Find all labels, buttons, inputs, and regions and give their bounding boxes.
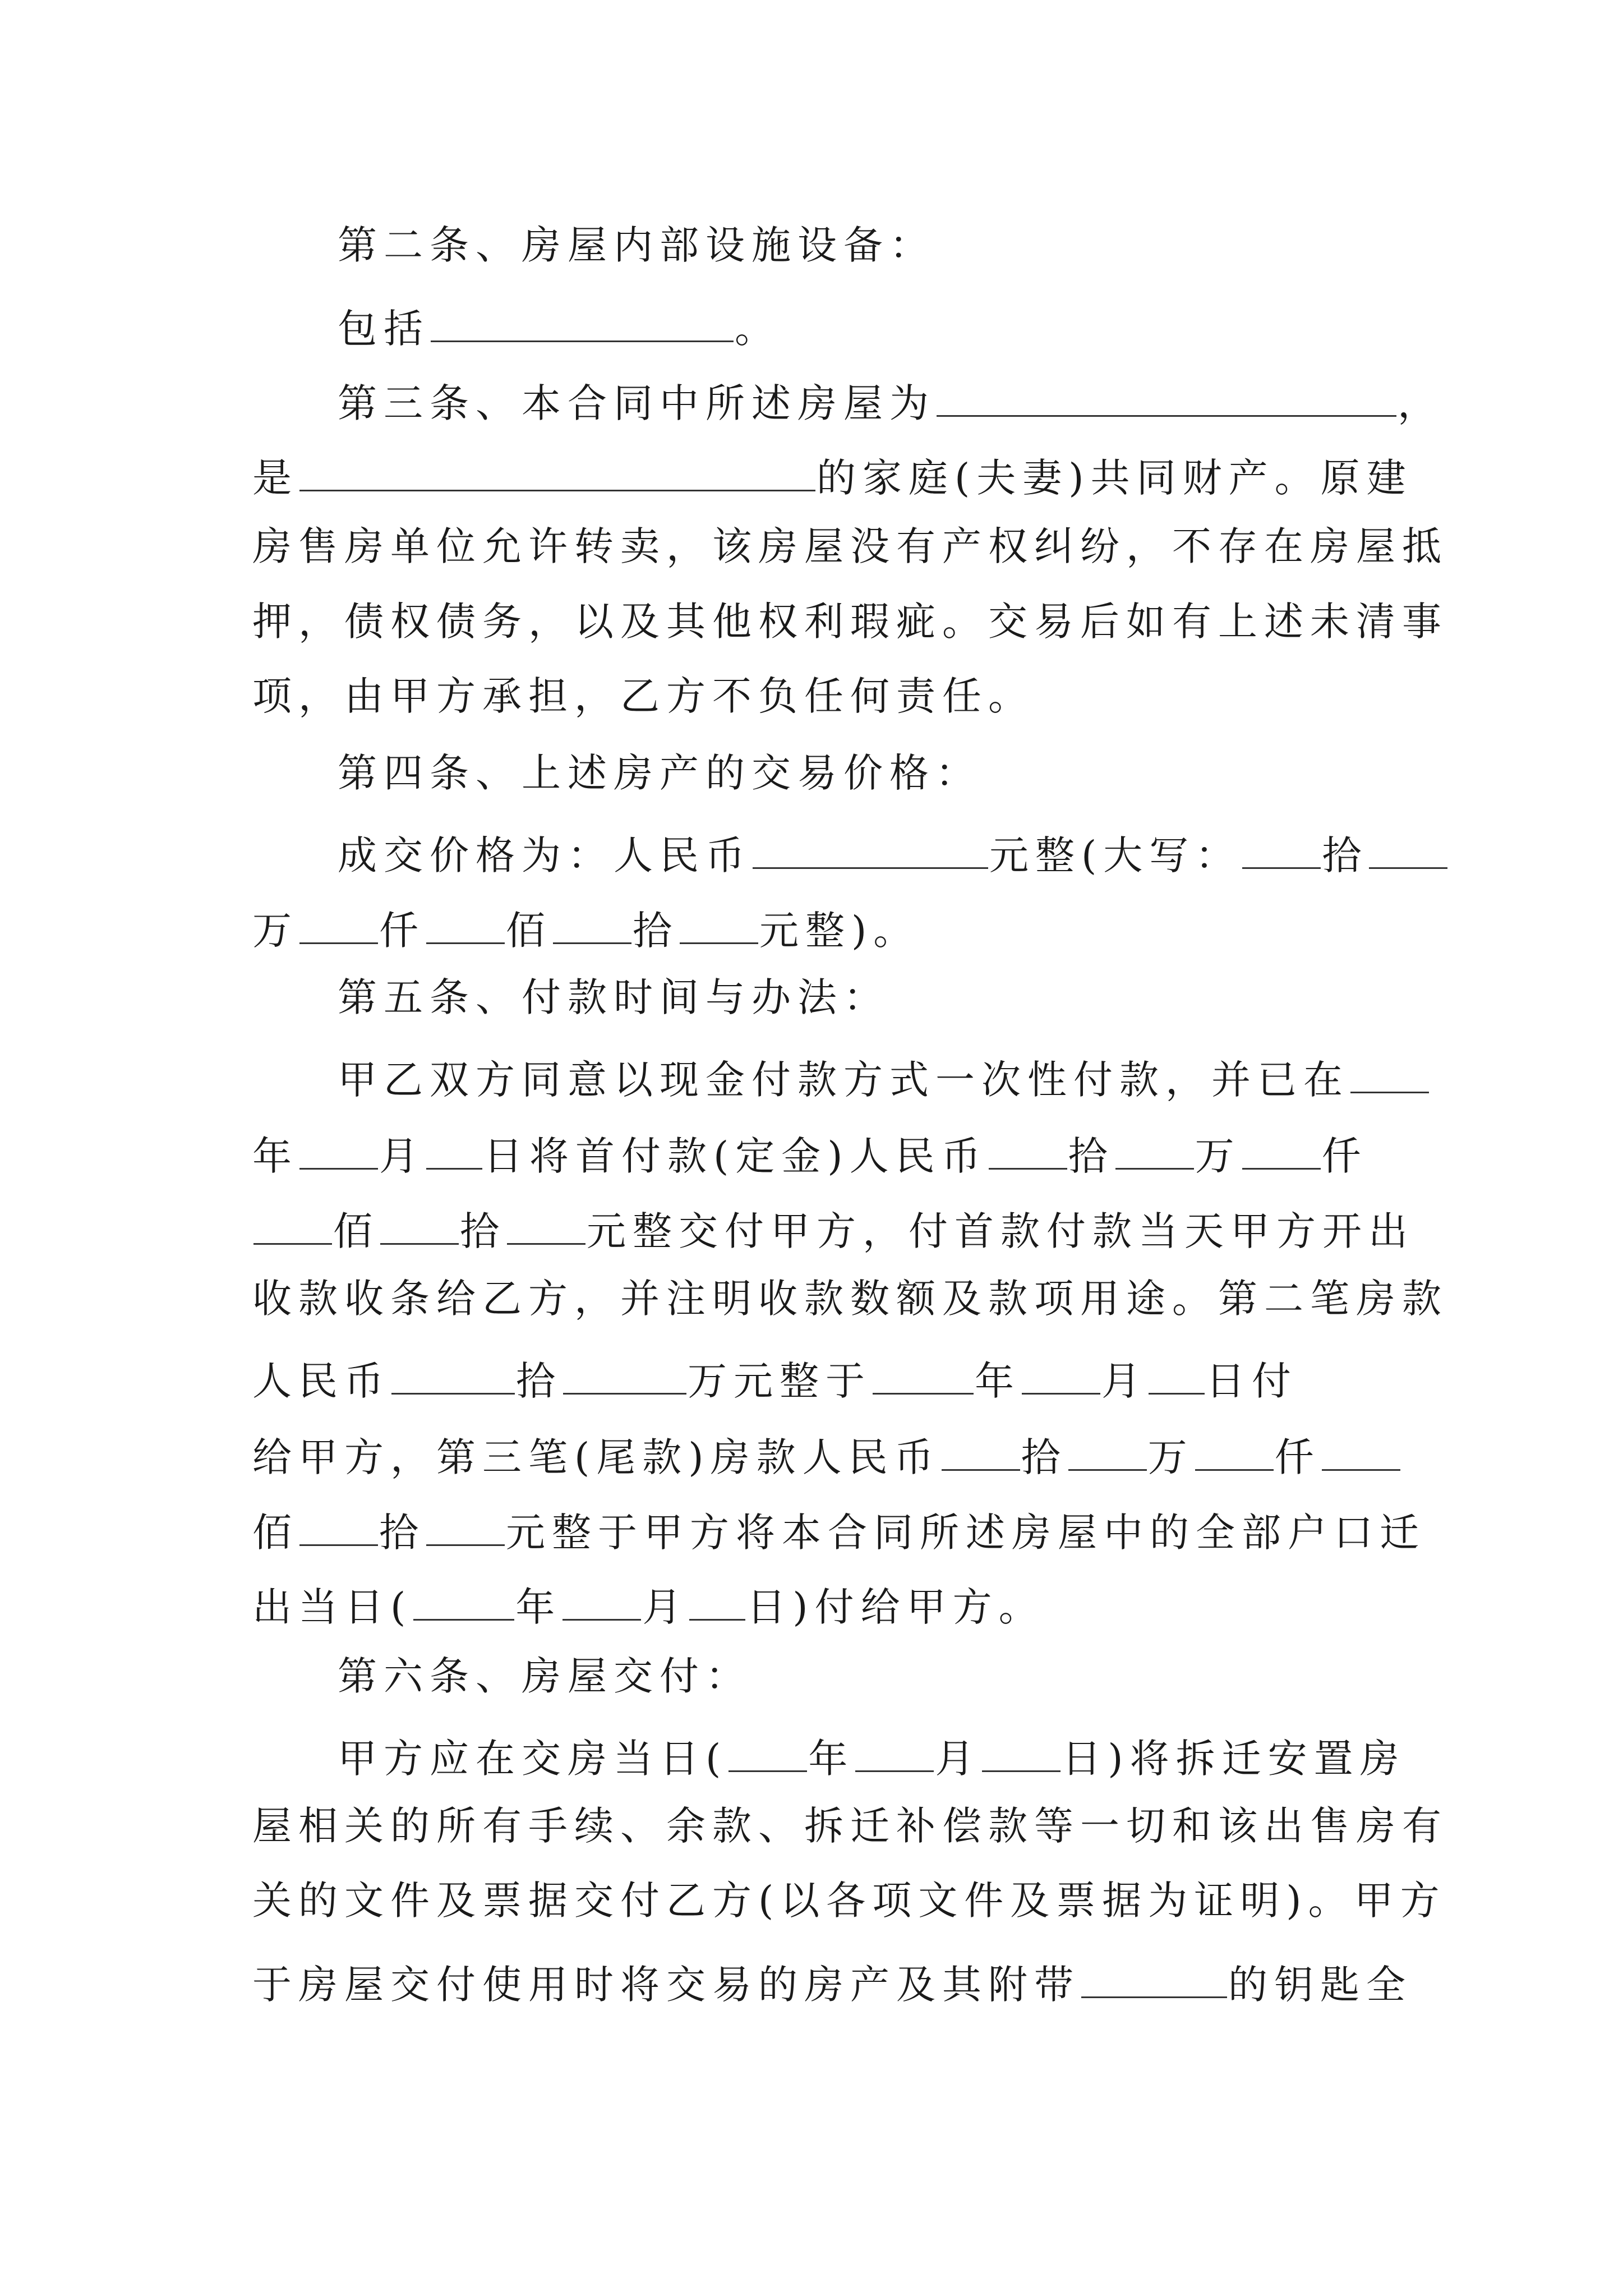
- text-line: [252, 1430, 1401, 1480]
- text-segment: 拾: [516, 1358, 562, 1404]
- text-line: [338, 1731, 1406, 1782]
- fill-in-blank: [1242, 828, 1321, 869]
- text-segment: 第三条、本合同中所述房屋为: [338, 380, 935, 426]
- text-line: [338, 750, 981, 796]
- fill-in-blank: [253, 1204, 332, 1245]
- text-segment: 元整于甲方将本合同所述房屋中的全部户口迁: [506, 1510, 1426, 1556]
- text-segment: 仟: [379, 908, 425, 954]
- text-line: [338, 828, 1449, 878]
- text-line: [338, 1653, 751, 1699]
- text-segment: ，: [1398, 380, 1444, 426]
- text-segment: 年: [975, 1358, 1021, 1404]
- text-segment: 日付: [1206, 1358, 1298, 1404]
- fill-in-blank: [1115, 1129, 1194, 1170]
- text-segment: 包括: [338, 306, 430, 352]
- fill-in-blank: [553, 903, 631, 944]
- text-line: [252, 1878, 1446, 1924]
- fill-in-blank: [937, 376, 1396, 417]
- fill-in-blank: [942, 1430, 1020, 1471]
- fill-in-blank: [989, 1129, 1067, 1170]
- text-segment: 仟: [1321, 1133, 1368, 1179]
- text-segment: 给甲方，第三笔(尾款)房款人民币: [252, 1434, 940, 1480]
- text-segment: 项，由甲方承担，乙方不负任何责任。: [252, 673, 1034, 719]
- text-segment: 月: [379, 1133, 425, 1179]
- text-segment: 甲乙双方同意以现金付款方式一次性付款，并已在: [338, 1057, 1349, 1103]
- text-line: [252, 903, 920, 954]
- fill-in-blank: [1322, 1430, 1400, 1471]
- text-segment: 年: [515, 1584, 562, 1630]
- text-segment: 拾: [1068, 1133, 1114, 1179]
- text-line: [252, 599, 1448, 645]
- text-segment: 屋相关的所有手续、余款、拆迁补偿款等一切和该出售房有: [252, 1803, 1448, 1849]
- text-line: [252, 450, 1413, 501]
- text-segment: 万元整于: [688, 1358, 872, 1404]
- fill-in-blank: [1242, 1129, 1321, 1170]
- text-segment: 第二条、房屋内部设施设备：: [338, 222, 935, 268]
- text-line: [338, 1052, 1430, 1103]
- fill-in-blank: [1350, 1052, 1429, 1093]
- text-segment: 第四条、上述房产的交易价格：: [338, 750, 981, 796]
- fill-in-blank: [299, 903, 378, 944]
- fill-in-blank: [680, 903, 758, 944]
- text-segment: 拾: [460, 1208, 506, 1254]
- fill-in-blank: [426, 1129, 482, 1170]
- fill-in-blank: [753, 828, 988, 869]
- text-segment: 出当日(: [252, 1584, 413, 1630]
- fill-in-blank: [413, 1580, 514, 1621]
- fill-in-blank: [1022, 1354, 1100, 1395]
- text-segment: 年: [252, 1133, 298, 1179]
- text-segment: 于房屋交付使用时将交易的房产及其附带: [252, 1962, 1080, 2008]
- fill-in-blank: [426, 903, 505, 944]
- text-segment: 收款收条给乙方，并注明收款数额及款项用途。第二笔房款: [252, 1276, 1448, 1322]
- fill-in-blank: [431, 301, 734, 342]
- text-segment: 是: [252, 455, 298, 501]
- text-segment: 拾: [379, 1510, 425, 1556]
- text-line: [338, 376, 1444, 426]
- text-segment: 万: [1147, 1434, 1194, 1480]
- text-segment: 日将首付款(定金)人民币: [483, 1133, 988, 1179]
- fill-in-blank: [1369, 828, 1447, 869]
- text-line: [252, 1803, 1448, 1849]
- fill-in-blank: [855, 1731, 934, 1772]
- text-line: [338, 222, 935, 268]
- text-line: [252, 1129, 1368, 1179]
- text-line: [252, 673, 1034, 719]
- text-segment: 元整(大写：: [989, 832, 1242, 878]
- text-segment: 元整)。: [759, 908, 920, 954]
- text-segment: 元整交付甲方，付首款付款当天甲方开出: [587, 1208, 1414, 1254]
- text-segment: 仟: [1274, 1434, 1321, 1480]
- text-segment: 月: [1101, 1358, 1147, 1404]
- fill-in-blank: [299, 450, 815, 491]
- text-segment: 房售房单位允许转卖，该房屋没有产权纠纷，不存在房屋抵: [252, 523, 1448, 569]
- fill-in-blank: [1149, 1354, 1205, 1395]
- fill-in-blank: [299, 1505, 378, 1546]
- text-segment: 佰: [333, 1208, 379, 1254]
- text-segment: 人民币: [252, 1358, 390, 1404]
- text-line: [252, 1354, 1298, 1404]
- text-line: [252, 1957, 1412, 2008]
- text-line: [252, 1276, 1448, 1322]
- text-segment: 月: [935, 1736, 981, 1782]
- text-segment: 第六条、房屋交付：: [338, 1653, 751, 1699]
- text-segment: 拾: [1322, 832, 1368, 878]
- text-segment: 年: [808, 1736, 855, 1782]
- text-segment: 成交价格为：人民币: [338, 832, 751, 878]
- text-segment: 日)付给甲方。: [746, 1584, 1045, 1630]
- text-line: [252, 1580, 1045, 1630]
- fill-in-blank: [426, 1505, 505, 1546]
- text-segment: 万: [1195, 1133, 1241, 1179]
- text-line: [252, 1505, 1426, 1556]
- text-line: [252, 523, 1448, 569]
- text-segment: 第五条、付款时间与办法：: [338, 974, 889, 1020]
- fill-in-blank: [1195, 1430, 1274, 1471]
- fill-in-blank: [1081, 1957, 1227, 1998]
- text-segment: 佰: [252, 1510, 298, 1556]
- fill-in-blank: [563, 1354, 686, 1395]
- text-segment: 月: [642, 1584, 689, 1630]
- text-segment: 。: [735, 306, 781, 352]
- fill-in-blank: [380, 1204, 459, 1245]
- text-line: [252, 1204, 1414, 1254]
- fill-in-blank: [982, 1731, 1061, 1772]
- text-segment: 的钥匙全: [1228, 1962, 1412, 2008]
- text-segment: 日)将拆迁安置房: [1062, 1736, 1406, 1782]
- text-segment: 拾: [1021, 1434, 1067, 1480]
- text-line: [338, 974, 889, 1020]
- fill-in-blank: [562, 1580, 641, 1621]
- fill-in-blank: [728, 1731, 807, 1772]
- fill-in-blank: [1068, 1430, 1147, 1471]
- text-segment: 关的文件及票据交付乙方(以各项文件及票据为证明)。甲方: [252, 1878, 1446, 1924]
- text-segment: 押，债权债务，以及其他权利瑕疵。交易后如有上述未清事: [252, 599, 1448, 645]
- fill-in-blank: [689, 1580, 745, 1621]
- text-segment: 佰: [506, 908, 552, 954]
- fill-in-blank: [299, 1129, 378, 1170]
- text-line: [338, 301, 781, 352]
- fill-in-blank: [507, 1204, 585, 1245]
- fill-in-blank: [391, 1354, 515, 1395]
- fill-in-blank: [873, 1354, 974, 1395]
- text-segment: 甲方应在交房当日(: [338, 1736, 728, 1782]
- text-segment: 的家庭(夫妻)共同财产。原建: [817, 455, 1413, 501]
- text-segment: 拾: [633, 908, 679, 954]
- text-segment: 万: [252, 908, 298, 954]
